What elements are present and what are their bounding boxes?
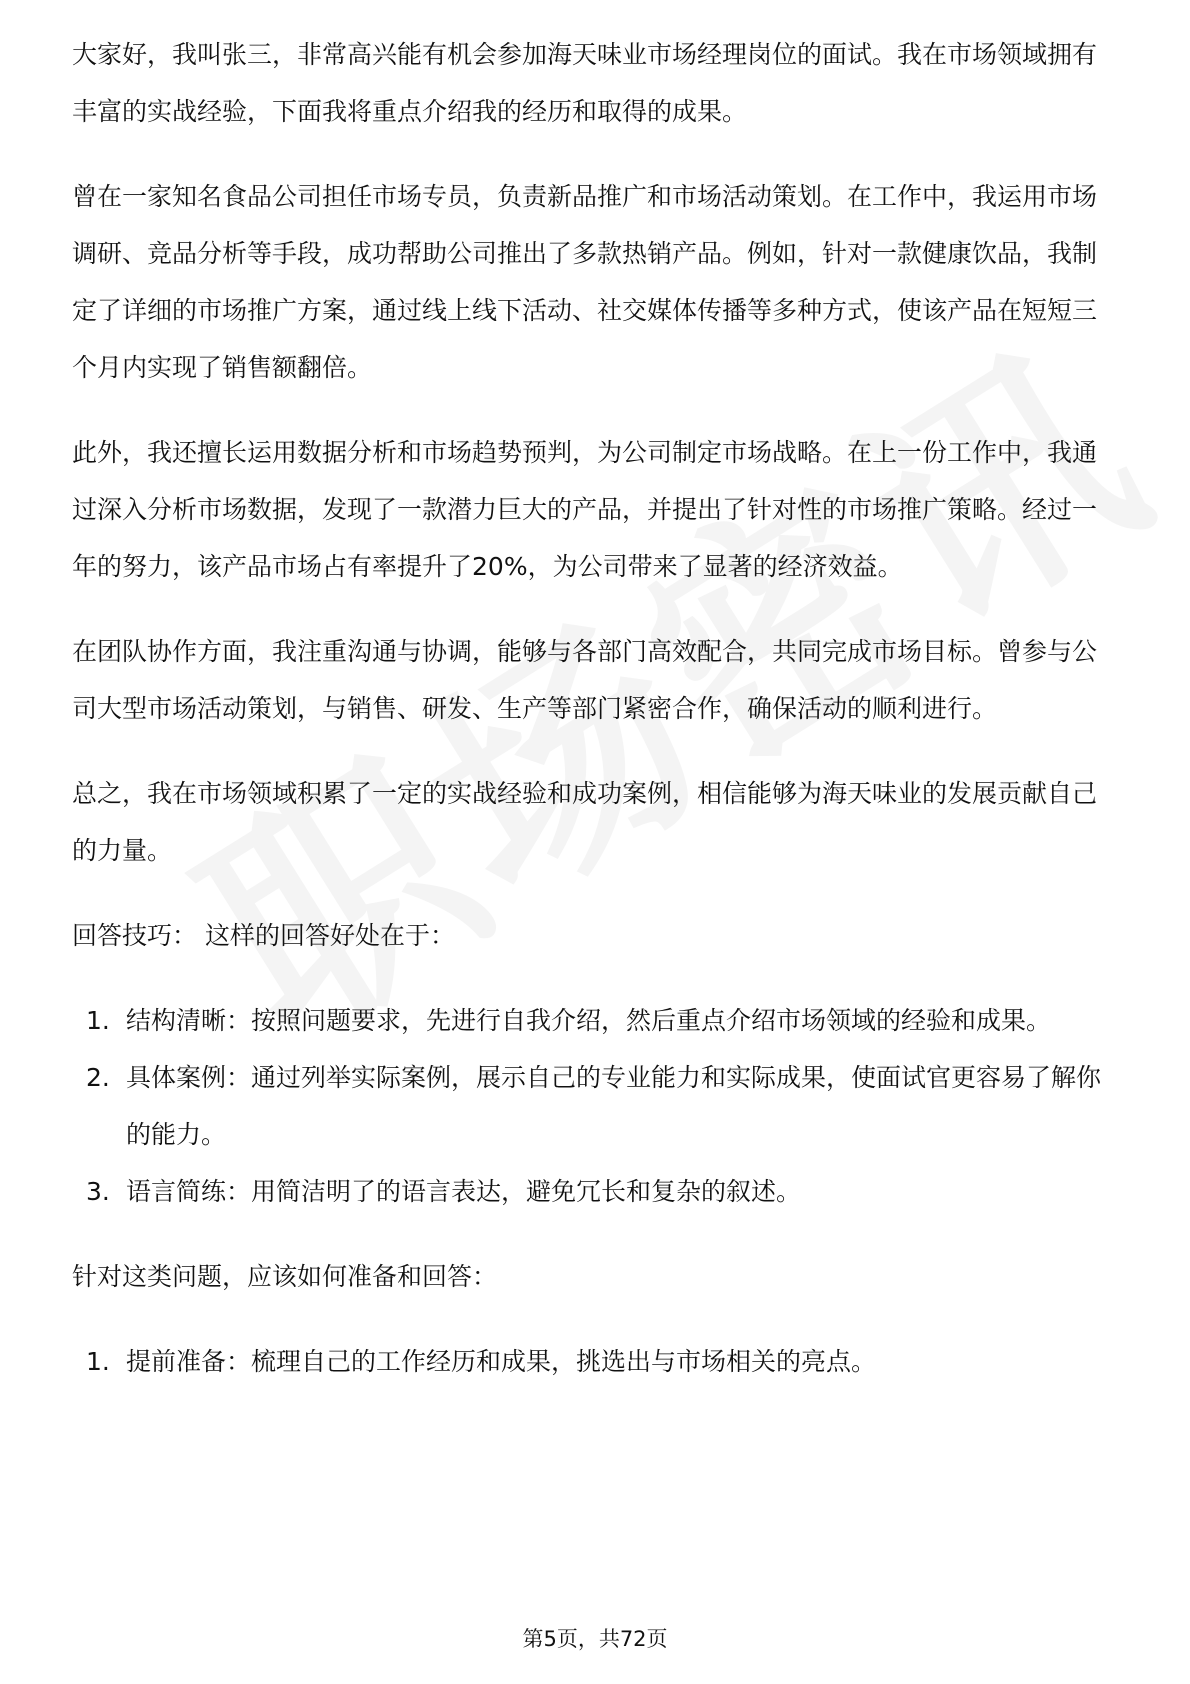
list-number: 1. <box>86 1006 110 1035</box>
prep-list <box>72 1333 1117 1390</box>
list-item <box>72 1163 1117 1220</box>
paragraph-data-analysis: 此外，我还擅长运用数据分析和市场趋势预判，为公司制定市场战略。在上一份工作中，我通过深入分析市场数据，发现了一款潜力巨大的产品，并提出了针对性的市场推广策略。经过一年的努力，该产品市场占有率提升了20%，为公司带来了显著的经济效益。 <box>72 438 1098 581</box>
list-item <box>72 1049 1117 1163</box>
list-item-text: 具体案例：通过列举实际案例，展示自己的专业能力和实际成果，使面试官更容易了解你的能力。 <box>126 1063 1102 1149</box>
paragraph-experience: 曾在一家知名食品公司担任市场专员，负责新品推广和市场活动策划。在工作中，我运用市场调研、竞品分析等手段，成功帮助公司推出了多款热销产品。例如，针对一款健康饮品，我制定了详细的市场推广方案，通过线上线下活动、社交媒体传播等多种方式，使该产品在短短三个月内实现了销售额翻倍。 <box>72 182 1098 382</box>
paragraph-summary: 总之，我在市场领域积累了一定的实战经验和成功案例，相信能够为海天味业的发展贡献自己的力量。 <box>72 779 1098 865</box>
list-number: 2. <box>86 1063 110 1092</box>
list-number: 1. <box>86 1347 110 1376</box>
paragraph-teamwork: 在团队协作方面，我注重沟通与协调，能够与各部门高效配合，共同完成市场目标。曾参与公司大型市场活动策划，与销售、研发、生产等部门紧密合作，确保活动的顺利进行。 <box>72 637 1098 723</box>
list-item-text: 结构清晰：按照问题要求，先进行自我介绍，然后重点介绍市场领域的经验和成果。 <box>126 1006 1052 1035</box>
list-item <box>72 992 1117 1049</box>
page-number-footer: 第5页，共72页 <box>522 1627 668 1651</box>
document-body <box>72 26 1117 1418</box>
tips-heading: 回答技巧： 这样的回答好处在于： <box>72 921 455 950</box>
list-number: 3. <box>86 1177 110 1206</box>
list-item <box>72 1333 1117 1390</box>
paragraph-greeting: 大家好，我叫张三，非常高兴能有机会参加海天味业市场经理岗位的面试。我在市场领域拥有丰富的实战经验，下面我将重点介绍我的经历和取得的成果。 <box>72 40 1098 126</box>
prep-heading: 针对这类问题，应该如何准备和回答： <box>72 1262 498 1291</box>
list-item-text: 提前准备：梳理自己的工作经历和成果，挑选出与市场相关的亮点。 <box>126 1347 877 1376</box>
list-item-text: 语言简练：用简洁明了的语言表达，避免冗长和复杂的叙述。 <box>126 1177 802 1206</box>
tips-list <box>72 992 1117 1220</box>
